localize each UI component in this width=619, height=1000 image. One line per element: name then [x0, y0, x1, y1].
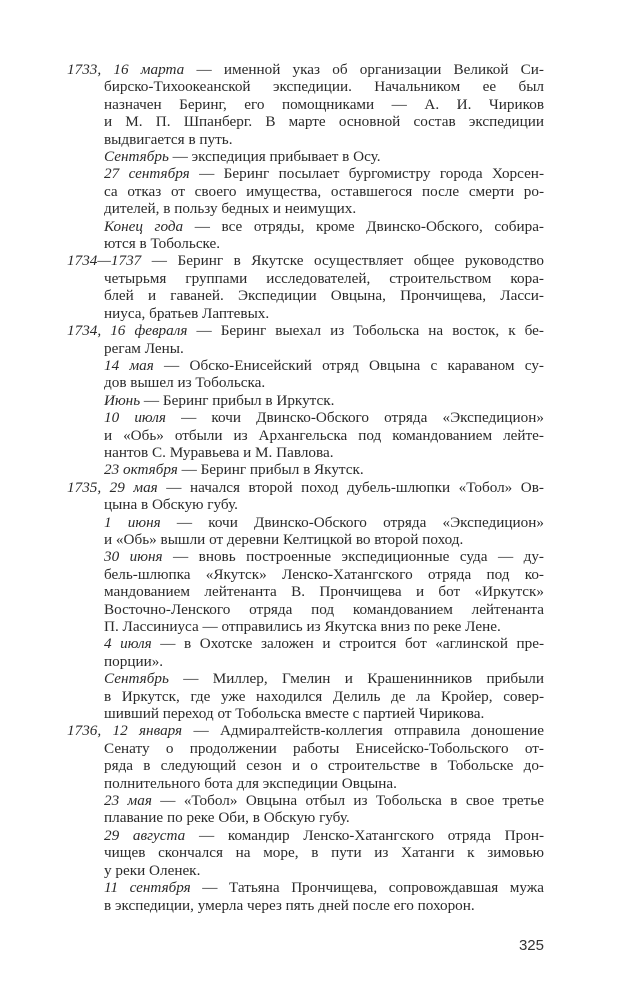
text-line	[104, 78, 544, 95]
event-text: у реки Оленек.	[104, 861, 201, 879]
event-text: — в Охотске заложен и строится бот «аглинской пре-	[151, 635, 544, 653]
text-line	[67, 479, 544, 496]
text-line	[104, 113, 544, 130]
event-text: — начался второй поход дубель-шлюпки «Тобол» Ов-	[157, 478, 544, 496]
text-line	[104, 618, 544, 635]
text-line	[67, 322, 544, 339]
event-text: и «Обь» вышли от деревни Келтицкой во второй поход.	[104, 530, 464, 548]
text-line	[104, 131, 544, 148]
event-text: мандованием лейтенанта В. Прончищева и бот «Иркутск»	[104, 583, 544, 601]
text-line	[104, 496, 544, 513]
text-line	[104, 688, 544, 705]
chronology-entry	[67, 252, 544, 322]
event-text: полнительного бота для экспедиции Овцына.	[104, 774, 397, 792]
chronology-event	[67, 722, 544, 792]
chronology-event	[67, 322, 544, 357]
chronology-entry	[67, 722, 545, 914]
page-number: 325	[518, 937, 544, 954]
event-text: ряда в следующий сезон и о строительстве в Тобольске до-	[104, 757, 544, 775]
text-line	[104, 757, 544, 774]
text-line	[104, 427, 544, 444]
text-line	[104, 340, 544, 357]
event-text: — Миллер, Гмелин и Крашенинников прибыли	[168, 670, 544, 688]
event-text: регам Лены.	[104, 339, 184, 357]
text-line	[104, 601, 544, 618]
event-text: бирско-Тихоокеанской экспедиции. Начальником ее был	[104, 78, 544, 96]
chronology-event	[104, 635, 544, 670]
text-line	[104, 862, 544, 879]
text-line	[104, 897, 544, 914]
chronology-entry	[67, 478, 544, 723]
chronology-event	[104, 357, 544, 392]
text-line	[104, 270, 544, 287]
text-line	[104, 357, 544, 374]
text-line	[104, 305, 544, 322]
event-text: — Беринг прибыл в Якутск.	[177, 461, 364, 479]
event-text: — Беринг выехал из Тобольска на восток, к бе-	[187, 322, 544, 340]
text-line	[104, 165, 544, 182]
text-line	[67, 61, 544, 78]
event-date: 10 июля	[104, 409, 166, 427]
chronology-event	[104, 461, 544, 478]
event-date: 1734, 16 февраля	[67, 322, 188, 340]
event-text: — экспедиция прибывает в Осу.	[168, 148, 381, 166]
event-text: порции».	[104, 652, 164, 670]
event-date: 29 августа	[104, 826, 186, 844]
event-date: 4 июля	[104, 635, 152, 653]
event-text: ются в Тобольске.	[104, 235, 221, 253]
text-line	[104, 461, 544, 478]
text-line	[104, 287, 544, 304]
chronology-text	[67, 61, 545, 914]
chronology-event	[104, 148, 544, 165]
text-line	[104, 583, 544, 600]
event-text: — именной указ об организации Великой Си-	[184, 61, 544, 78]
event-text: четырьмя группами исследователей, строительством кора-	[104, 269, 544, 287]
event-text: — кочи Двинско-Обского отряда «Экспедицион»	[165, 409, 544, 427]
text-line	[104, 148, 544, 165]
event-text: — все отряды, кроме Двинско-Обского, собира-	[183, 217, 544, 235]
event-date: 23 октября	[104, 461, 178, 479]
text-line	[104, 653, 544, 670]
text-line	[67, 252, 544, 269]
chronology-event	[104, 409, 544, 461]
event-text: плавание по реке Оби, в Обскую губу.	[104, 809, 350, 827]
text-line	[104, 235, 544, 252]
event-text: нантов С. Муравьева и М. Павлова.	[104, 443, 334, 461]
text-line	[104, 548, 544, 565]
event-text: — Беринг в Якутске осуществляет общее руководство	[141, 252, 544, 270]
text-line	[104, 844, 544, 861]
event-date: 30 июня	[104, 548, 163, 566]
chronology-event	[104, 792, 544, 827]
event-date: Конец года	[104, 217, 184, 235]
event-date: 1734—1737	[67, 252, 142, 270]
text-line	[104, 183, 544, 200]
text-line	[104, 392, 544, 409]
event-date: 1733, 16 марта	[67, 61, 185, 78]
event-date: 14 мая	[104, 356, 154, 374]
chronology-event	[104, 392, 544, 409]
text-line	[67, 722, 544, 739]
event-text: Восточно-Ленского отряда под командованием лейтенанта	[104, 600, 544, 618]
chronology-event	[67, 252, 544, 322]
event-text: ниуса, братьев Лаптевых.	[104, 304, 270, 322]
event-text: са отказ от своего имущества, оставшегося после смерти ро-	[104, 182, 544, 200]
event-date: Сентябрь	[104, 148, 169, 166]
chronology-event	[104, 514, 544, 549]
text-line	[104, 809, 544, 826]
event-text: блей и гаваней. Экспедиции Овцына, Прончищева, Ласси-	[104, 287, 544, 305]
text-line	[104, 792, 544, 809]
text-line	[104, 514, 544, 531]
text-line	[104, 444, 544, 461]
event-text: — вновь построенные экспедиционные суда — ду-	[162, 548, 544, 566]
event-text: — Татьяна Прончищева, сопровождавшая мужа	[190, 879, 544, 897]
event-text: дителей, в пользу бедных и неимущих.	[104, 200, 357, 218]
text-line	[104, 218, 544, 235]
text-line	[104, 566, 544, 583]
event-text: чищев скончался на море, в пути из Хатанги к зимовью	[104, 844, 544, 862]
text-line	[104, 705, 544, 722]
event-date: 1735, 29 мая	[67, 478, 158, 496]
event-date: 1736, 12 января	[67, 722, 183, 740]
event-text: — Обско-Енисейский отряд Овцына с караваном су-	[153, 356, 544, 374]
event-text: — Адмиралтейств-коллегия отправила доношение	[182, 722, 544, 740]
text-line	[104, 200, 544, 217]
event-text: цына в Обскую губу.	[104, 496, 238, 514]
event-text: — «Тобол» Овцына отбыл из Тобольска в свое третье	[151, 792, 544, 810]
event-text: Сенату о продолжении работы Енисейско-Тобольского от-	[104, 739, 544, 757]
event-text: — командир Ленско-Хатангского отряда Прон-	[185, 826, 545, 844]
event-text: в Иркутск, где уже находился Делиль де ла Кройер, совер-	[104, 687, 544, 705]
chronology-entry	[67, 322, 544, 479]
event-text: — Беринг прибыл в Иркутск.	[140, 391, 335, 409]
event-text: и «Обь» отбыли из Архангельска под командованием лейте-	[104, 426, 544, 444]
event-text: и М. П. Шпанберг. В марте основной состав экспедиции	[104, 113, 544, 131]
text-line	[104, 409, 544, 426]
event-text: бель-шлюпка «Якутск» Ленско-Хатангского отряда под ко-	[104, 565, 544, 583]
chronology-event	[104, 218, 544, 253]
event-date: 23 мая	[104, 792, 152, 810]
event-text: — Беринг посылает бургомистру города Хорсен-	[189, 165, 544, 183]
text-line	[104, 670, 544, 687]
event-date: 1 июня	[104, 513, 161, 531]
text-line	[104, 827, 544, 844]
event-text: назначен Беринг, его помощниками — А. И. Чириков	[104, 95, 544, 113]
text-line	[104, 96, 544, 113]
event-date: Сентябрь	[104, 670, 169, 688]
chronology-event	[104, 879, 544, 914]
chronology-event	[104, 548, 544, 635]
text-line	[104, 775, 544, 792]
text-line	[104, 635, 544, 652]
chronology-event	[104, 827, 544, 879]
event-text: в экспедиции, умерла через пять дней после его похорон.	[104, 896, 475, 914]
event-date: 27 сентября	[104, 165, 190, 183]
chronology-event	[67, 478, 544, 514]
event-date: Июнь	[104, 391, 141, 409]
event-text: П. Лассиниуса — отправились из Якутска вниз по реке Лене.	[104, 618, 501, 635]
chronology-event	[104, 165, 544, 217]
text-line	[104, 879, 544, 896]
event-text: — кочи Двинско-Обского отряда «Экспедицион»	[160, 513, 544, 531]
text-line	[104, 374, 544, 391]
chronology-entry	[67, 61, 544, 253]
event-text: шивший переход от Тобольска вместе с партией Чирикова.	[104, 705, 485, 723]
text-line	[104, 531, 544, 548]
event-text: дов вышел из Тобольска.	[104, 374, 266, 392]
event-date: 11 сентября	[104, 879, 191, 897]
chronology-event	[67, 61, 544, 148]
event-text: выдвигается в путь.	[104, 130, 233, 148]
text-line	[104, 740, 544, 757]
chronology-event	[104, 670, 544, 722]
